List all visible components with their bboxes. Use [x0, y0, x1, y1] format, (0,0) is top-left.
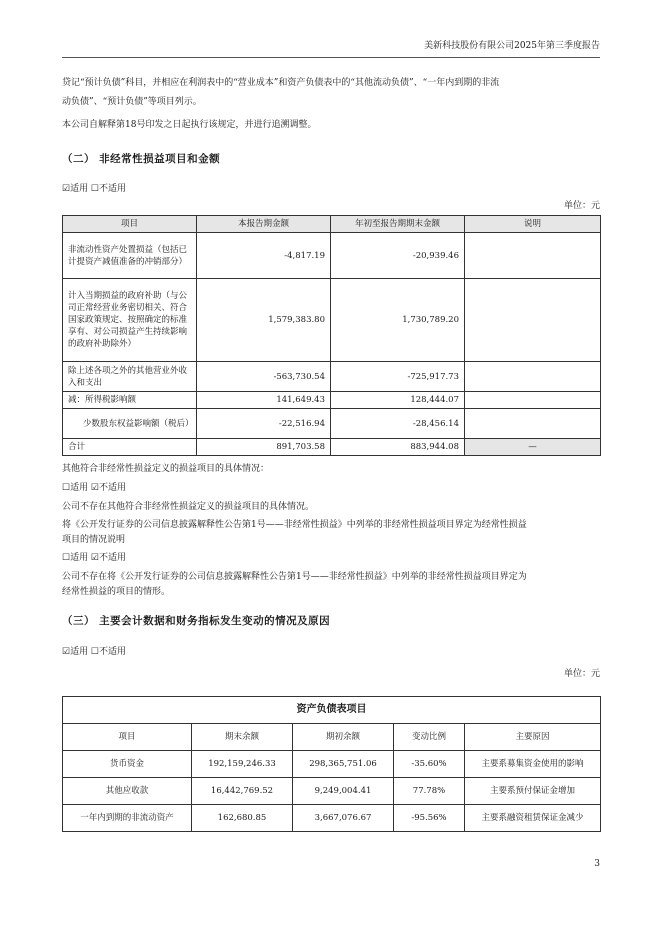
explain-applicable[interactable]: ☐适用 ☑不适用 [62, 553, 126, 563]
row-item: 减：所得税影响额 [63, 392, 197, 409]
row-ytd: -20,939.46 [331, 233, 465, 279]
row-item: 除上述各项之外的其他营业外收入和支出 [63, 362, 197, 392]
row-ytd: -28,456.14 [331, 409, 465, 439]
section3-applicable[interactable]: ☑适用 ☐不适用 [62, 647, 126, 657]
row-item: 合计 [63, 439, 197, 456]
row-current: 891,703.58 [197, 439, 331, 456]
row-ratio: -35.60% [394, 751, 465, 778]
section3-title: （三） 主要会计数据和财务指标发生变动的情况及原因 [62, 615, 331, 627]
explain-text-1: 公司不存在将《公开发行证券的公司信息披露解释性公告第1号——非经常性损益》中列举的非经常性损益项目界定为 [62, 572, 527, 582]
row-reason: 主要系预付保证金增加 [465, 778, 601, 805]
row-note [465, 409, 601, 439]
other-items-title: 其他符合非经常性损益定义的损益项目的具体情况： [62, 464, 270, 474]
table-header-row [63, 216, 601, 233]
row-note [465, 362, 601, 392]
balance-sheet-table [62, 696, 601, 832]
table-row [63, 233, 601, 279]
row-current: -563,730.54 [197, 362, 331, 392]
col-ytd: 年初至报告期期末金额 [331, 216, 465, 233]
row-note: — [465, 439, 601, 456]
table-row [63, 409, 601, 439]
row-begin: 3,667,076.67 [293, 805, 394, 832]
col-item: 项目 [63, 724, 192, 751]
row-current: -22,516.94 [197, 409, 331, 439]
other-items-text: 公司不存在其他符合非经常性损益定义的损益项目的具体情况。 [62, 502, 315, 512]
row-reason: 主要系融资租赁保证金减少 [465, 805, 601, 832]
section2-title: （二） 非经常性损益项目和金额 [62, 153, 221, 165]
header-company-report: 美新科技股份有限公司2025年第三季度报告 [424, 41, 600, 51]
table-row [63, 279, 601, 362]
row-ytd: -725,917.73 [331, 362, 465, 392]
row-ytd: 128,444.07 [331, 392, 465, 409]
section2-applicable[interactable]: ☑适用 ☐不适用 [62, 184, 126, 194]
table-row [63, 805, 601, 832]
page-header [62, 40, 600, 58]
intro-line-1: 贷记“预计负债”科目，并相应在利润表中的“营业成本”和资产负债表中的“其他流动负债”、“一年内到期的非流 [62, 78, 500, 88]
intro-line-2: 动负债”、“预计负债”等项目列示。 [62, 97, 202, 107]
row-end: 192,159,246.33 [192, 751, 293, 778]
row-note [465, 233, 601, 279]
intro-line-3: 本公司自解释第18号印发之日起执行该规定，并进行追溯调整。 [62, 120, 317, 130]
row-current: 141,649.43 [197, 392, 331, 409]
row-item: 一年内到期的非流动资产 [63, 805, 192, 832]
row-current: -4,817.19 [197, 233, 331, 279]
table-row [63, 392, 601, 409]
col-current: 本报告期金额 [197, 216, 331, 233]
row-end: 162,680.85 [192, 805, 293, 832]
row-begin: 9,249,004.41 [293, 778, 394, 805]
section3-unit: 单位：元 [563, 669, 600, 679]
row-reason: 主要系募集资金使用的影响 [465, 751, 601, 778]
explain-text-2: 经常性损益的项目的情形。 [62, 587, 171, 597]
col-begin-balance: 期初余额 [293, 724, 394, 751]
row-ratio: 77.78% [394, 778, 465, 805]
row-current: 1,579,383.80 [197, 279, 331, 362]
row-item: 其他应收款 [63, 778, 192, 805]
balance-sheet-title: 资产负债表项目 [63, 697, 601, 724]
col-change-ratio: 变动比例 [394, 724, 465, 751]
explain-line-1: 将《公开发行证券的公司信息披露解释性公告第1号——非经常性损益》中列举的非经常性损益项目界定为经常性损益 [62, 520, 527, 530]
row-item: 非流动性资产处置损益（包括已计提资产减值准备的冲销部分） [63, 233, 197, 279]
row-end: 16,442,769.52 [192, 778, 293, 805]
explain-line-2: 项目的情况说明 [62, 535, 126, 545]
col-end-balance: 期末余额 [192, 724, 293, 751]
col-main-reason: 主要原因 [465, 724, 601, 751]
row-item: 少数股东权益影响额（税后） [63, 409, 197, 439]
section2-unit: 单位：元 [563, 201, 600, 211]
col-item: 项目 [63, 216, 197, 233]
other-items-applicable[interactable]: ☐适用 ☑不适用 [62, 483, 126, 493]
table-title-row [63, 697, 601, 724]
row-begin: 298,365,751.06 [293, 751, 394, 778]
row-ytd: 883,944.08 [331, 439, 465, 456]
table-row [63, 751, 601, 778]
row-ratio: -95.56% [394, 805, 465, 832]
table-row [63, 362, 601, 392]
row-note [465, 279, 601, 362]
page-number: 3 [594, 859, 600, 869]
row-ytd: 1,730,789.20 [331, 279, 465, 362]
col-note: 说明 [465, 216, 601, 233]
row-note [465, 392, 601, 409]
table-row [63, 778, 601, 805]
row-item: 计入当期损益的政府补助（与公司正常经营业务密切相关、符合国家政策规定、按照确定的标准享有、对公司损益产生持续影响的政府补助除外） [63, 279, 197, 362]
non-recurring-table [62, 215, 601, 456]
table-total-row [63, 439, 601, 456]
table-header-row [63, 724, 601, 751]
row-item: 货币资金 [63, 751, 192, 778]
